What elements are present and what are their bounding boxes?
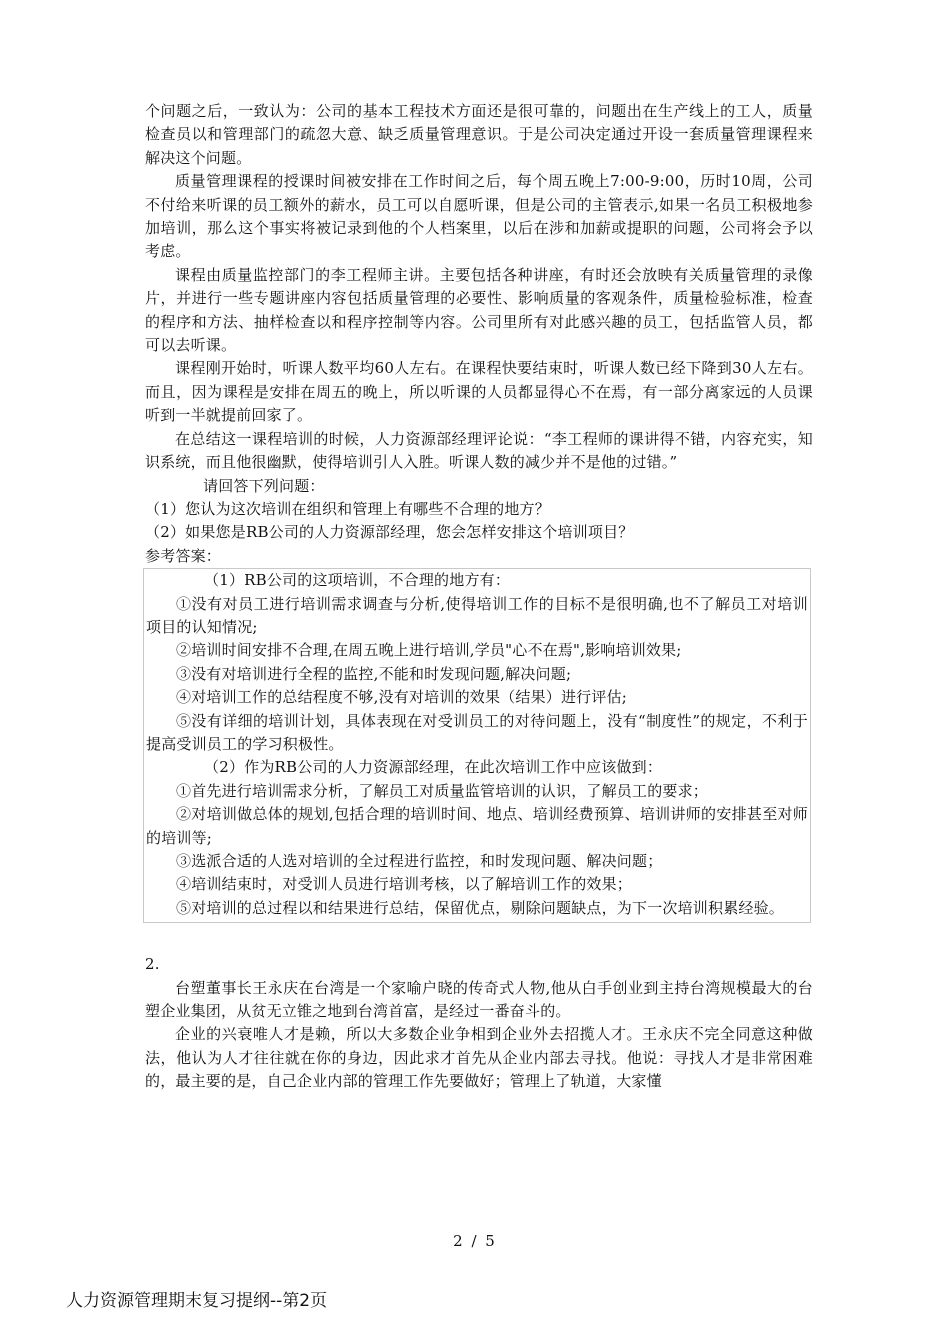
answer-item: ⑤对培训的总过程以和结果进行总结，保留优点，剔除问题缺点，为下一次培训积累经验。 [176,898,785,917]
page-number: 2 / 5 [453,1232,497,1250]
question-item: （1）您认为这次培训在组织和管理上有哪些不合理的地方？ [145,499,550,518]
footer-title: 人力资源管理期末复习提纲--第2页 [66,1291,328,1311]
answer-item: ③没有对培训进行全程的监控,不能和时发现问题,解决问题; [176,664,572,683]
page-content [145,100,813,1094]
answer-item: ①没有对员工进行培训需求调查与分析,使得培训工作的目标不是很明确,也不了解员工对培训项目的认知情况; [146,594,808,636]
answer-box [143,568,811,923]
answer-item: ①首先进行培训需求分析，了解员工对质量监管培训的认识，了解员工的要求； [176,781,709,800]
section-number: 2. [145,955,160,974]
answer-item: ②培训时间安排不合理,在周五晚上进行培训,学员"心不在焉",影响培训效果; [176,641,682,660]
body-paragraph: 课程刚开始时，听课人数平均60人左右。在课程快要结束时，听课人数已经下降到30人左右。而且，因为课程是安排在周五的晚上，所以听课的人员都显得心不在焉，有一部分离家远的人员课听到一半就提前回家了。 [145,359,813,425]
body-paragraph: 在总结这一课程培训的时候，人力资源部经理评论说：“李工程师的课讲得不错，内容充实，知识系统，而且他很幽默，使得培训引人入胜。听课人数的减少并不是他的过错。” [145,429,813,472]
answer-label: 参考答案： [145,546,222,565]
answer-item: ③选派合适的人选对培训的全过程进行监控，和时发现问题、解决问题； [176,852,663,870]
body-paragraph: 课程由质量监控部门的李工程师主讲。主要包括各种讲座，有时还会放映有关质量管理的录像片，并进行一些专题讲座内容包括质量管理的必要性、影响质量的客观条件，质量检验标准，检查的程序和方法、抽样检查以和程序控制等内容。公司里所有对此感兴趣的员工，包括监管人员，都可以去听课。 [145,265,813,355]
answer-heading: （1）RB公司的这项培训，不合理的地方有： [204,571,511,590]
body-paragraph: 质量管理课程的授课时间被安排在工作时间之后，每个周五晚上7:00-9:00，历时10周，公司不付给来听课的员工额外的薪水，员工可以自愿听课，但是公司的主管表示,如果一名员工积极地参加培训，那么这个事实将被记录到他的个人档案里，以后在涉和加薪或提职的问题，公司将会予以考虑。 [145,172,813,261]
answer-item: ⑤没有详细的培训计划，具体表现在对受训员工的对待问题上，没有“制度性”的规定，不利于提高受训员工的学习积极性。 [146,711,808,753]
question-item: （2）如果您是RB公司的人力资源部经理，您会怎样安排这个培训项目？ [145,523,634,542]
body-paragraph: 个问题之后，一致认为：公司的基本工程技术方面还是很可靠的，问题出在生产线上的工人，质量检查员以和管理部门的疏忽大意、缺乏质量管理意识。于是公司决定通过开设一套质量管理课程来解决这个问题。 [145,102,813,167]
body-paragraph: 企业的兴衰唯人才是赖，所以大多数企业争相到企业外去招揽人才。王永庆不完全同意这种做法，他认为人才往往就在你的身边，因此求才首先从企业内部去寻找。他说：寻找人才是非常困难的，最主要的是，自己企业内部的管理工作先要做好；管理上了轨道，大家懂 [145,1025,813,1091]
answer-heading: （2）作为RB公司的人力资源部经理，在此次培训工作中应该做到： [204,758,663,777]
answer-item: ④培训结束时，对受训人员进行培训考核，以了解培训工作的效果； [176,875,633,894]
questions-intro: 请回答下列问题： [203,476,325,495]
body-paragraph: 台塑董事长王永庆在台湾是一个家喻户晓的传奇式人物,他从白手创业到主持台湾规模最大的台塑企业集团，从贫无立锥之地到台湾首富，是经过一番奋斗的。 [145,978,813,1021]
answer-item: ④对培训工作的总结程度不够,没有对培训的效果（结果）进行评估; [176,688,628,707]
section-spacer [145,923,813,953]
answer-item: ②对培训做总体的规划,包括合理的培训时间、地点、培训经费预算、培训讲师的安排甚至对师的培训等; [146,805,808,847]
